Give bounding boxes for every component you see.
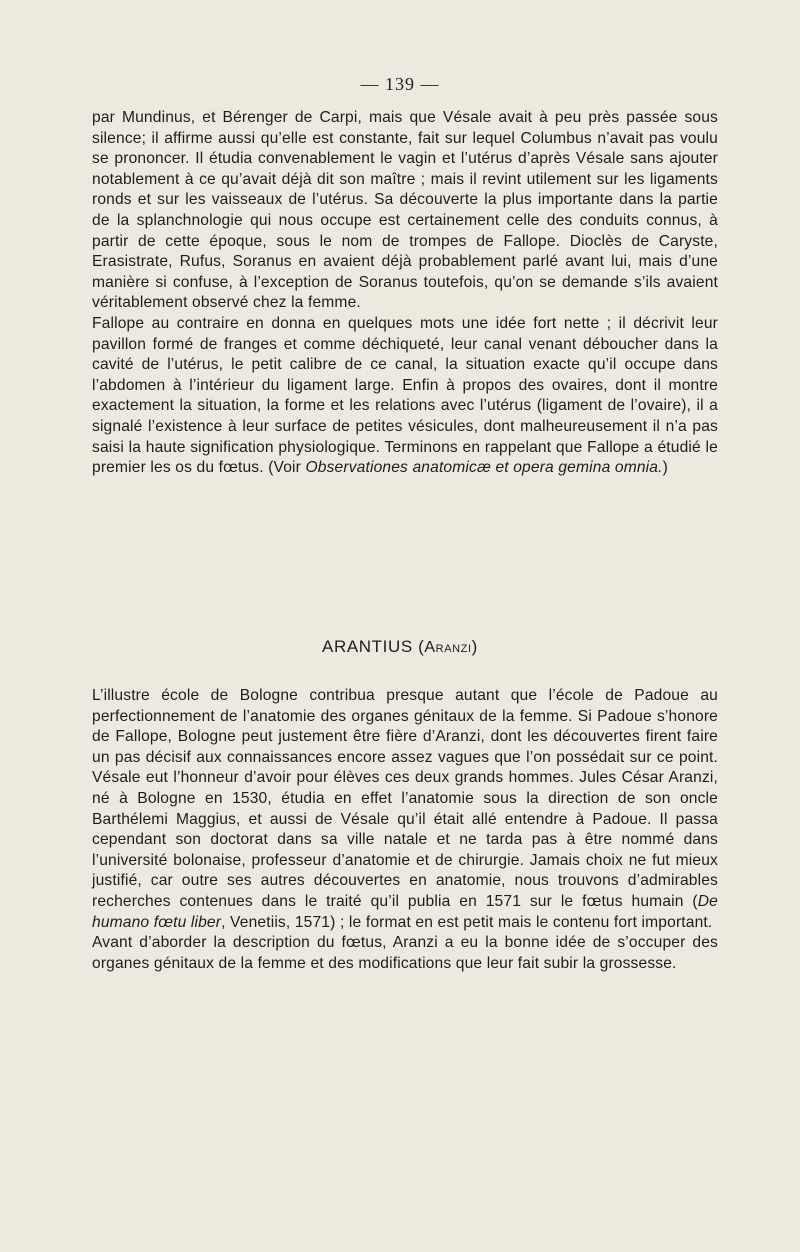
- paragraph-bologna-school: [92, 686, 718, 933]
- paragraph-aranzi-genital-organs: Avant d’aborder la description du fœtus, Aranzi a eu la bonne idée de s’occuper des organes génitaux de la femme et des modifications que leur fait subir la grossesse.: [92, 934, 718, 972]
- citation-de-humano-foetu: De humano fœtu liber: [92, 892, 718, 931]
- heading-main: ARANTIUS (: [322, 637, 425, 656]
- page-number: — 139 —: [360, 74, 440, 94]
- citation-observationes: Observationes anatomicæ et opera gemina omnia.: [305, 459, 663, 477]
- heading-sub: Aranzi: [424, 639, 472, 656]
- paragraph-bologna-school-text: L’illustre école de Bologne contribua presque autant que l’école de Padoue au perfectionnement de l’anatomie des organes génitaux de la femme. Si Padoue s’honore de Fallope, Bologne peut justement être fière d’Aranzi, dont les découvertes firent faire un pas décisif aux connaissances encore assez vagues que l’on possédait sur ce point. Vésale eut l’honneur d’avoir pour élèves ces deux grands hommes. Jules César Aranzi, né à Bologne en 1530, étudia en effet l’anatomie sous la direction de son oncle Barthélemi Maggius, et aussi de Vésale qu’il était allé entendre à Padoue. Il passa cependant son doctorat dans sa ville natale et ne tarda pas à être nommé dans l’université bolonaise, professeur d’anatomie et de chirurgie. Jamais choix ne fut mieux justifié, car outre ses autres découvertes en anatomie, nous trouvons d’admirables recherches contenues dans le traité qu’il publia en 1571 sur le fœtus humain (: [92, 687, 718, 910]
- paragraph-fallope-description-end: ): [662, 459, 668, 477]
- paragraph-fallope-description-text: Fallope au contraire en donna en quelques mots une idée fort nette ; il décrivit leur pavillon formé de franges et comme déchiqueté, leur canal venant déboucher dans la cavité de l’utérus, le petit calibre de ce canal, la situation exacte qu’il occupe dans l’abdomen à l’intérieur du ligament large. Enfin à propos des ovaires, dont il montre exactement la situation, la forme et les relations avec l’utérus (ligament de l’ovaire), il a signalé l’existence à leur surface de petites vésicules, dont malheureusement il n’a pas saisi la haute signification physiologique. Terminons en rappelant que Fallope a étudié le premier les os du fœtus. (Voir: [92, 314, 718, 477]
- section-heading-arantius: [0, 637, 800, 657]
- section-arantius-text: [92, 686, 718, 974]
- section-fallope-text: [92, 108, 718, 479]
- heading-close: ): [471, 637, 478, 656]
- paragraph-fallope-description: [92, 314, 718, 479]
- paragraph-fallope-tubes: par Mundinus, et Bérenger de Carpi, mais que Vésale avait à peu près passée sous silence; il affirme aussi qu’elle est constante, fait sur lequel Columbus n’avait pas voulu se prononcer. Il étudia convenablement le vagin et l’utérus d’après Vésale sans ajouter notablement à ce qu’avait déjà dit son maître ; mais il revint utilement sur les ligaments ronds et sur les vaisseaux de l’utérus. Sa découverte la plus importante dans la partie de la splanchnologie qui nous occupe est certainement celle des conduits connus, à partir de cette époque, sous le nom de trompes de Fallope. Dioclès de Caryste, Erasistrate, Rufus, Soranus en avaient déjà probablement parlé avant lui, mais d’une manière si confuse, à l’exception de Soranus toutefois, qu’on se demande s’ils avaient véritablement observé chez la femme.: [92, 109, 718, 312]
- paragraph-bologna-school-end: , Venetiis, 1571) ; le format en est petit mais le contenu fort important.: [221, 913, 713, 931]
